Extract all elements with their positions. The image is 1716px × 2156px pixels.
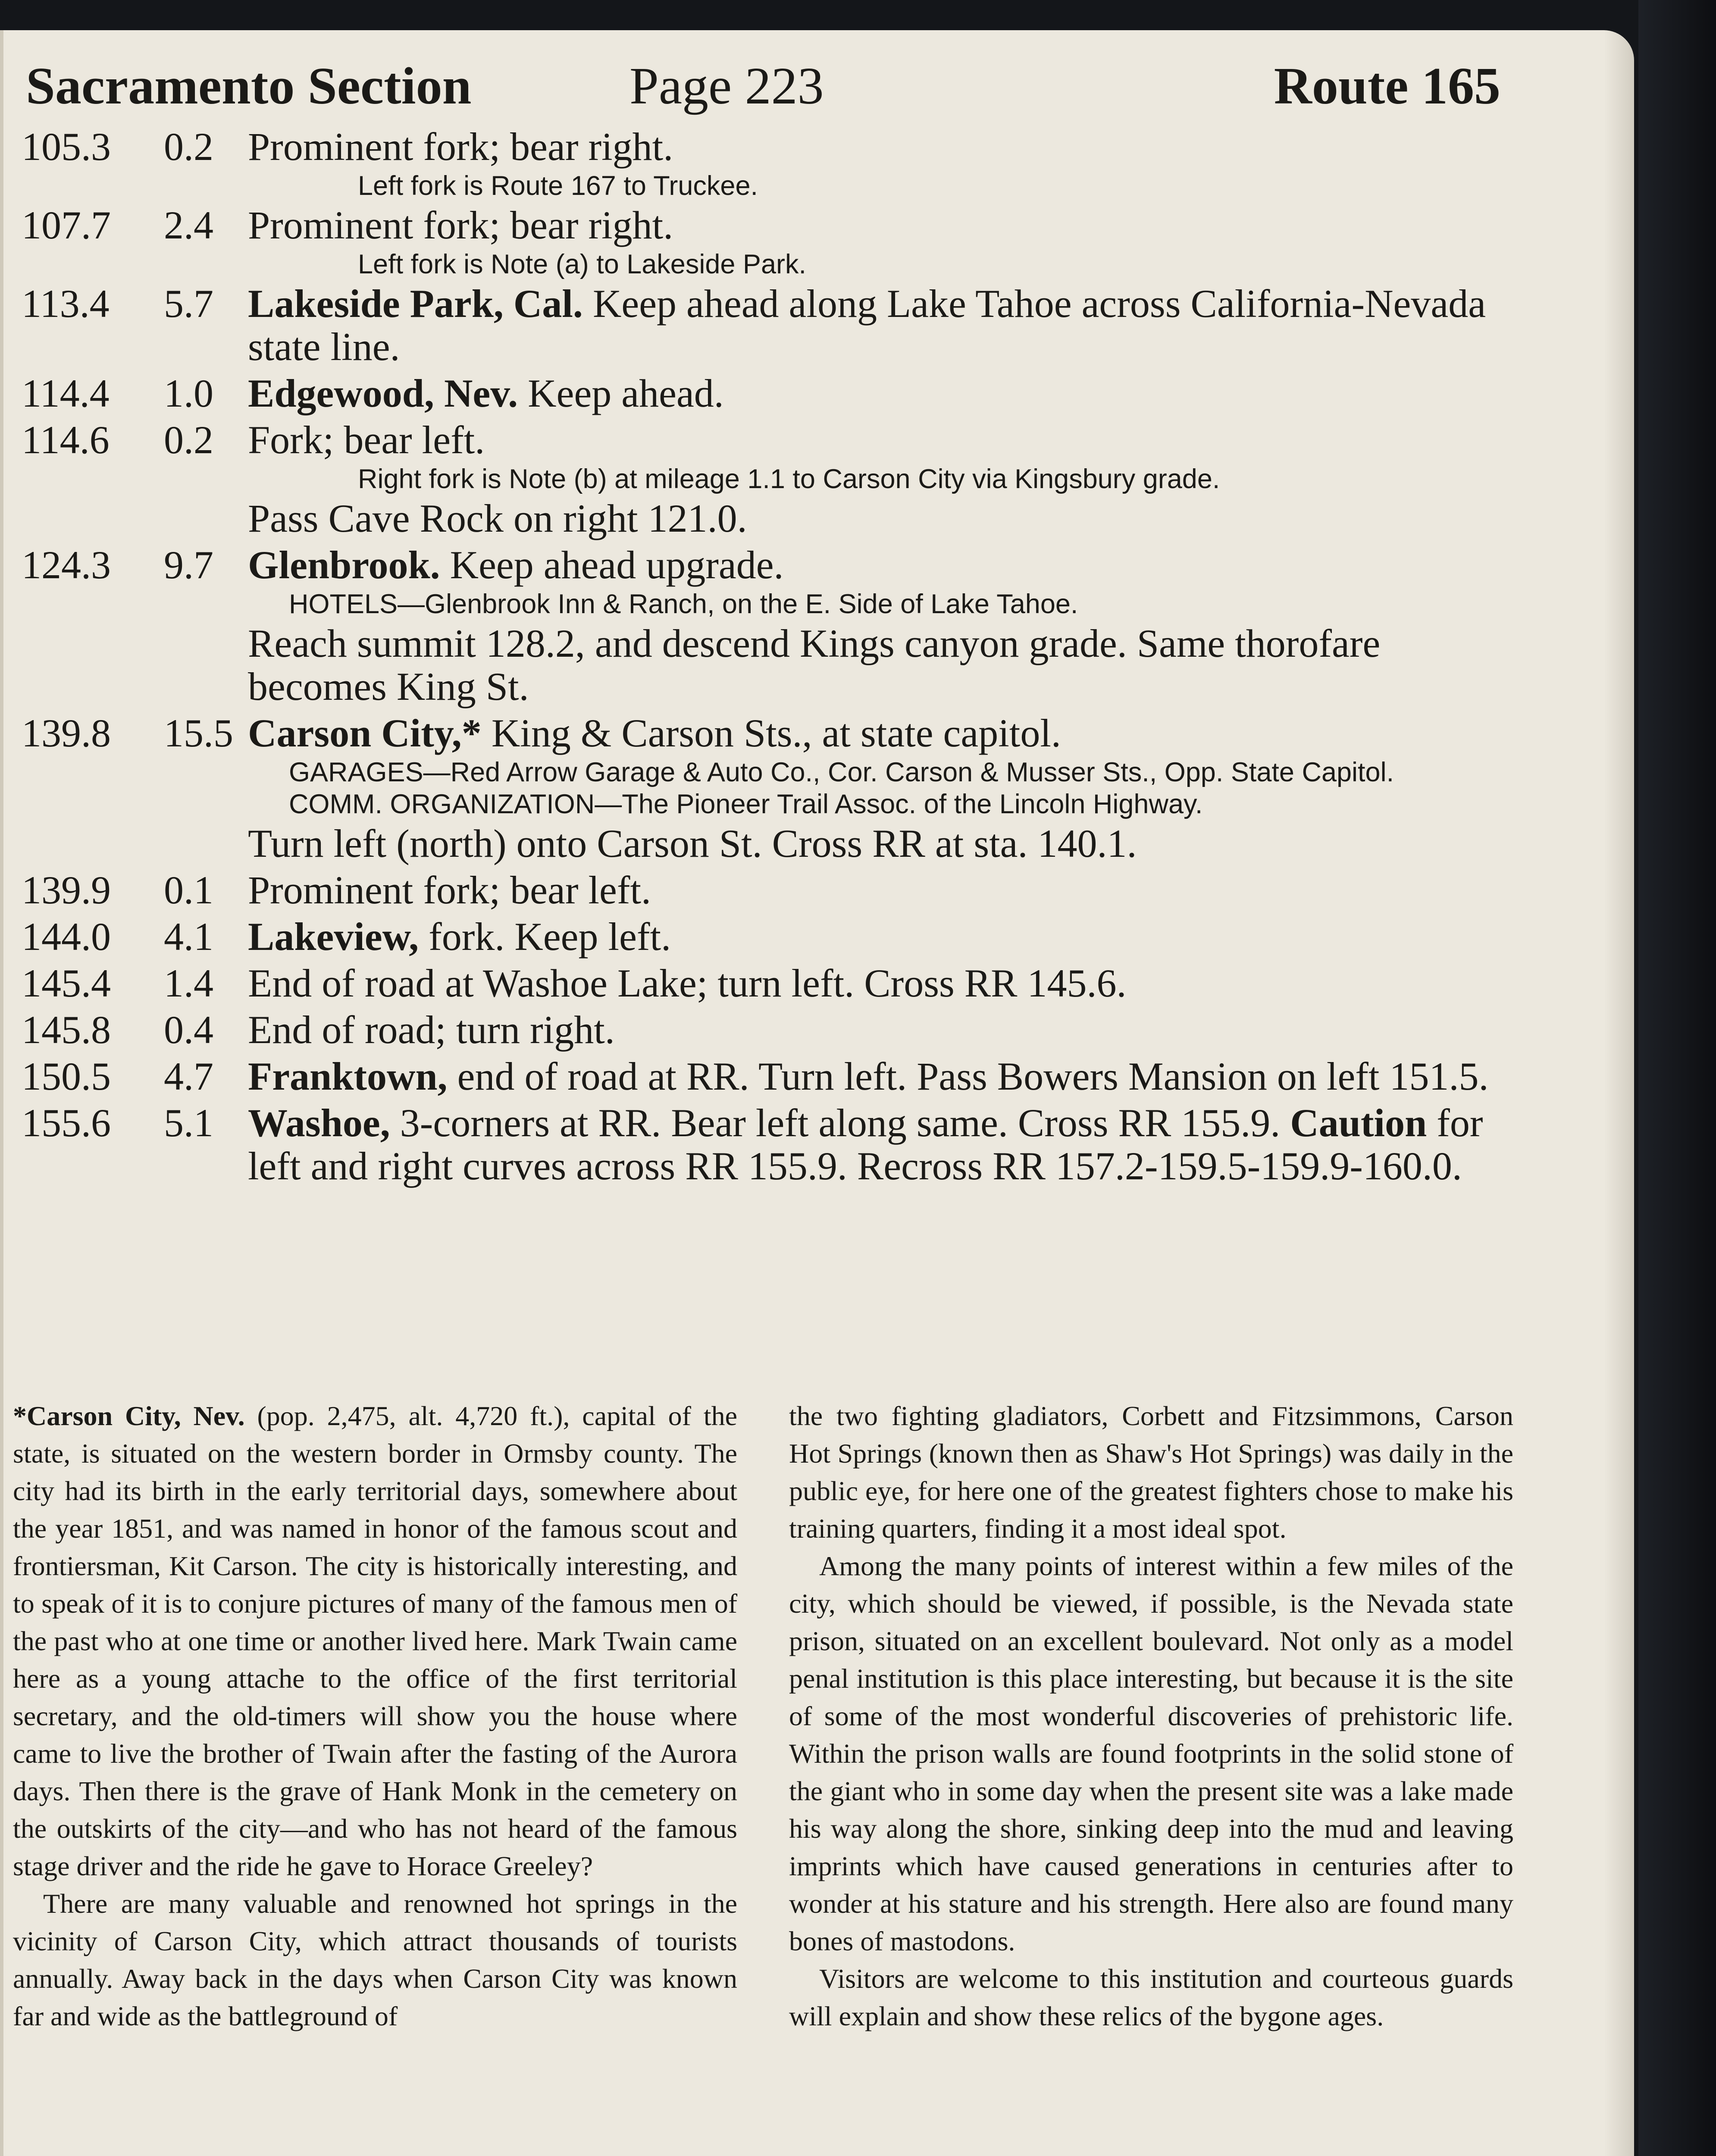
distance: 1.4 xyxy=(164,961,213,1005)
instruction-text: for left and right curves across RR 155.9. Recross RR 157.2-159.5-159.9-160.0. xyxy=(248,1101,1483,1188)
route-note: GARAGES—Red Arrow Garage & Auto Co., Cor. Carson & Musser Sts., Opp. State Capitol. xyxy=(289,757,1394,787)
route-instruction xyxy=(248,915,1505,958)
route-row xyxy=(22,1008,1505,1051)
route-row xyxy=(22,418,1505,461)
book-spine xyxy=(1638,0,1716,2156)
mileage: 114.6 xyxy=(22,418,110,462)
guidebook-page xyxy=(0,30,1634,2156)
route-paragraph: Reach summit 128.2, and descend Kings canyon grade. Same thorofare becomes King St. xyxy=(248,621,1381,708)
mileage: 155.6 xyxy=(22,1101,111,1145)
mileage: 124.3 xyxy=(22,543,111,587)
instruction-text: End of road at Washoe Lake; turn left. Cross RR 145.6. xyxy=(248,961,1127,1005)
instruction-text: 3-corners at RR. Bear left along same. Cross RR 155.9. xyxy=(390,1101,1290,1145)
mileage: 139.9 xyxy=(22,868,111,912)
article-paragraph: There are many valuable and renowned hot springs in the vicinity of Carson City, which attract thousands of tourists annually. Away back in the days when Carson City was known far and wide as the battleground of xyxy=(13,1888,737,2031)
carson-city-article xyxy=(13,1397,1513,2156)
place-name: Glenbrook. xyxy=(248,543,440,587)
article-paragraph: the two fighting gladiators, Corbett and Fitzsimmons, Carson Hot Springs (known then as Shaw's Hot Springs) was daily in the public eye, for here one of the greatest fighters chose to make his training quarters, finding it a most ideal spot. xyxy=(789,1401,1513,1544)
distance: 0.1 xyxy=(164,868,213,912)
route-note: Left fork is Note (a) to Lakeside Park. xyxy=(358,249,806,279)
route-note: COMM. ORGANIZATION—The Pioneer Trail Assoc. of the Lincoln Highway. xyxy=(289,789,1203,819)
instruction-text: fork. Keep left. xyxy=(419,915,671,959)
route-note: Left fork is Route 167 to Truckee. xyxy=(358,171,758,201)
article-right-column xyxy=(789,1397,1513,2035)
instruction-text: Fork; bear left. xyxy=(248,418,485,462)
route-instruction xyxy=(248,1055,1505,1098)
mileage: 144.0 xyxy=(22,915,111,959)
instruction-text: end of road at RR. Turn left. Pass Bowers Mansion on left 151.5. xyxy=(447,1054,1489,1098)
article-paragraph: Visitors are welcome to this institution and courteous guards will explain and show these relics of the bygone ages. xyxy=(789,1963,1513,2031)
page-number: Page 223 xyxy=(629,57,824,115)
place-name: Washoe, xyxy=(248,1101,390,1145)
place-name: Edgewood, Nev. xyxy=(248,371,518,415)
route-instruction xyxy=(248,418,1505,461)
distance: 0.2 xyxy=(164,418,213,462)
route-row xyxy=(22,543,1505,586)
article-paragraph xyxy=(13,1397,737,1885)
instruction-text: Keep ahead along Lake Tahoe across California-Nevada state line. xyxy=(248,282,1486,369)
place-name: Lakeview, xyxy=(248,915,419,959)
article-text: (pop. 2,475, alt. 4,720 ft.), capital of the state, is situated on the western border in Ormsby county. The city had its birth in the early territorial days, somewhere about the year 1851, and was named in honor of the famous scout and frontiersman, Kit Carson. The city is historically interesting, and to speak of it is to conjure pictures of many of the famous men of the past who at one time or another lived here. Mark Twain came here as a young attache to the office of the first territorial secretary, and the old-timers will show you the house where came to live the brother of Twain after the fasting of the Aurora days. Then there is the grave of Hank Monk in the cemetery on the outskirts of the city—and who has not heard of the famous stage driver and the ride he gave to Horace Greeley? xyxy=(13,1401,738,1881)
mileage: 114.4 xyxy=(22,371,110,415)
route-row xyxy=(22,204,1505,247)
route-instruction xyxy=(248,1008,1505,1051)
route-directions xyxy=(22,125,1505,1191)
article-left-column xyxy=(13,1397,737,2035)
route-instruction xyxy=(248,372,1505,415)
mileage: 113.4 xyxy=(22,282,110,326)
distance: 4.7 xyxy=(164,1054,213,1098)
route-row xyxy=(22,1055,1505,1098)
instruction-text: Keep ahead upgrade. xyxy=(440,543,784,587)
route-row xyxy=(22,868,1505,912)
mileage: 145.8 xyxy=(22,1008,111,1052)
distance: 2.4 xyxy=(164,203,213,247)
mileage: 139.8 xyxy=(22,711,111,755)
place-name: Carson City,* xyxy=(248,711,482,755)
route-instruction xyxy=(248,204,1505,247)
route-note: Right fork is Note (b) at mileage 1.1 to Carson City via Kingsbury grade. xyxy=(358,464,1220,494)
route-row xyxy=(22,282,1505,368)
distance: 5.7 xyxy=(164,282,213,326)
route-row xyxy=(22,915,1505,958)
distance: 1.0 xyxy=(164,371,213,415)
place-name: Lakeside Park, Cal. xyxy=(248,282,583,326)
section-title: Sacramento Section xyxy=(26,57,472,115)
instruction-text: Prominent fork; bear right. xyxy=(248,125,673,169)
distance: 5.1 xyxy=(164,1101,213,1145)
distance: 9.7 xyxy=(164,543,213,587)
route-row xyxy=(22,1101,1505,1188)
instruction-text: End of road; turn right. xyxy=(248,1008,615,1052)
place-name: Franktown, xyxy=(248,1054,448,1098)
mileage: 107.7 xyxy=(22,203,111,247)
distance: 4.1 xyxy=(164,915,213,959)
instruction-text: Prominent fork; bear left. xyxy=(248,868,651,912)
route-number: Route 165 xyxy=(1274,57,1500,115)
route-instruction xyxy=(248,868,1505,912)
route-paragraph: Pass Cave Rock on right 121.0. xyxy=(248,496,747,540)
route-instruction xyxy=(248,125,1505,168)
distance: 0.2 xyxy=(164,125,213,169)
route-instruction xyxy=(248,282,1505,368)
distance: 15.5 xyxy=(164,711,233,755)
instruction-text: King & Carson Sts., at state capitol. xyxy=(481,711,1061,755)
route-paragraph: Turn left (north) onto Carson St. Cross RR at sta. 140.1. xyxy=(248,821,1137,865)
route-instruction xyxy=(248,962,1505,1005)
article-paragraph: Among the many points of interest within a few miles of the city, which should be viewed, if possible, is the Nevada state prison, situated on an excellent boulevard. Not only as a model penal institution is this place interesting, but because it is the site of some of the most wonderful discoveries of prehistoric life. Within the prison walls are found footprints in the solid stone of the giant who in some day when the present site was a lake made his way along the shore, sinking deep into the mud and leaving imprints which have caused generations in centuries after to wonder at his stature and his strength. Here also are found many bones of mastodons. xyxy=(789,1551,1513,1956)
mileage: 105.3 xyxy=(22,125,111,169)
route-row xyxy=(22,711,1505,755)
page-header xyxy=(26,47,1500,116)
route-instruction xyxy=(248,711,1505,755)
caution-label: Caution xyxy=(1290,1101,1427,1145)
route-instruction xyxy=(248,1101,1505,1188)
article-lead: *Carson City, Nev. xyxy=(13,1401,245,1431)
route-row xyxy=(22,125,1505,168)
route-row xyxy=(22,372,1505,415)
instruction-text: Keep ahead. xyxy=(518,371,724,415)
route-note: HOTELS—Glenbrook Inn & Ranch, on the E. Side of Lake Tahoe. xyxy=(289,589,1078,619)
instruction-text: Prominent fork; bear right. xyxy=(248,203,673,247)
distance: 0.4 xyxy=(164,1008,213,1052)
route-instruction xyxy=(248,543,1505,586)
route-row xyxy=(22,962,1505,1005)
mileage: 150.5 xyxy=(22,1054,111,1098)
mileage: 145.4 xyxy=(22,961,111,1005)
